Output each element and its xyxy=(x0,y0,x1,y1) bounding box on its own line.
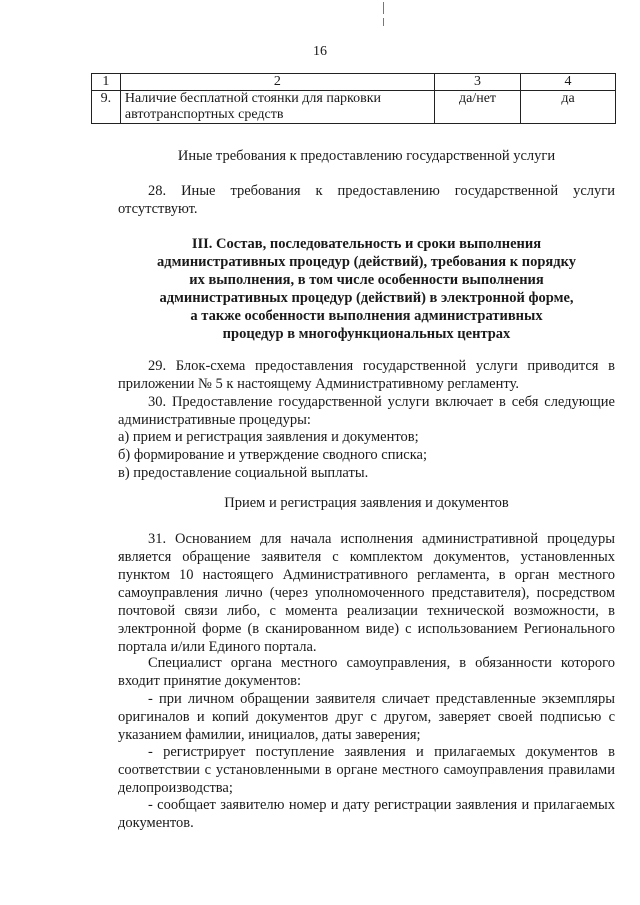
list-item: б) формирование и утверждение сводного списка; xyxy=(118,447,427,463)
section-title-line: III. Состав, последовательность и сроки выполнения xyxy=(191,236,542,252)
duty-item: - регистрирует поступление заявления и прилагаемых документов в соответствии с установленными в органе местного самоуправления правилами делопроизводства; xyxy=(118,744,615,796)
other-requirements-heading: Иные требования к предоставлению государственной услуги xyxy=(177,148,556,164)
paragraph-29: 29. Блок-схема предоставления государственной услуги приводится в приложении № 5 к настоящему Административному регламенту. xyxy=(118,358,615,392)
table-header-row xyxy=(92,74,616,91)
requirements-table xyxy=(91,73,616,124)
section-title-line: их выполнения, в том числе особенности выполнения xyxy=(189,272,544,288)
list-item: в) предоставление социальной выплаты. xyxy=(118,465,369,481)
row-number: 9. xyxy=(92,91,121,124)
section-title-line: а также особенности выполнения административных xyxy=(190,308,543,324)
table-row xyxy=(92,91,616,124)
table-header-cell: 2 xyxy=(120,74,434,91)
reception-heading: Прием и регистрация заявления и документов xyxy=(224,495,509,511)
row-name-line: автотранспортных средств xyxy=(124,107,284,122)
page-number: 16 xyxy=(313,44,327,59)
table-header-cell: 1 xyxy=(92,74,121,91)
list-item: а) прием и регистрация заявления и документов; xyxy=(118,429,419,445)
row-value: да xyxy=(521,91,616,124)
specialist-paragraph: Специалист органа местного самоуправления, в обязанности которого входит принятие документов: xyxy=(118,655,615,689)
table-header-cell: 4 xyxy=(521,74,616,91)
duty-item: - сообщает заявителю номер и дату регистрации заявления и прилагаемых документов. xyxy=(118,797,615,831)
row-norm: да/нет xyxy=(434,91,520,124)
section-3-title xyxy=(118,235,615,343)
duty-item: - при личном обращении заявителя сличает представленные экземпляры оригиналов и копий документов друг с другом, заверяет своей подписью с указанием фамилии, инициалов, даты заверения; xyxy=(118,691,615,743)
row-name xyxy=(120,91,434,124)
scan-mark-top xyxy=(383,2,384,14)
procedure-list xyxy=(118,428,615,482)
paragraph-28: 28. Иные требования к предоставлению государственной услуги отсутствуют. xyxy=(118,183,615,217)
row-name-line: Наличие бесплатной стоянки для парковки xyxy=(124,91,382,106)
paragraph-30: 30. Предоставление государственной услуги включает в себя следующие административные процедуры: xyxy=(118,394,615,428)
scan-mark-middle xyxy=(383,18,384,26)
paragraph-31: 31. Основанием для начала исполнения административной процедуры является обращение заявителя с комплектом документов, установленных пунктом 10 настоящего Административного регламента, в орган местного самоуправления лично (через уполномоченного представителя), посредством почтовой связи либо, с момента реализации технической возможности, в электронной форме (в сканированном виде) с использованием Регионального портала и/или Единого портала. xyxy=(118,531,615,655)
section-title-line: административных процедур (действий), требования к порядку xyxy=(157,254,576,270)
section-title-line: административных процедур (действий) в электронной форме, xyxy=(159,290,574,306)
section-title-line: процедур в многофункциональных центрах xyxy=(222,326,511,342)
table-header-cell: 3 xyxy=(434,74,520,91)
